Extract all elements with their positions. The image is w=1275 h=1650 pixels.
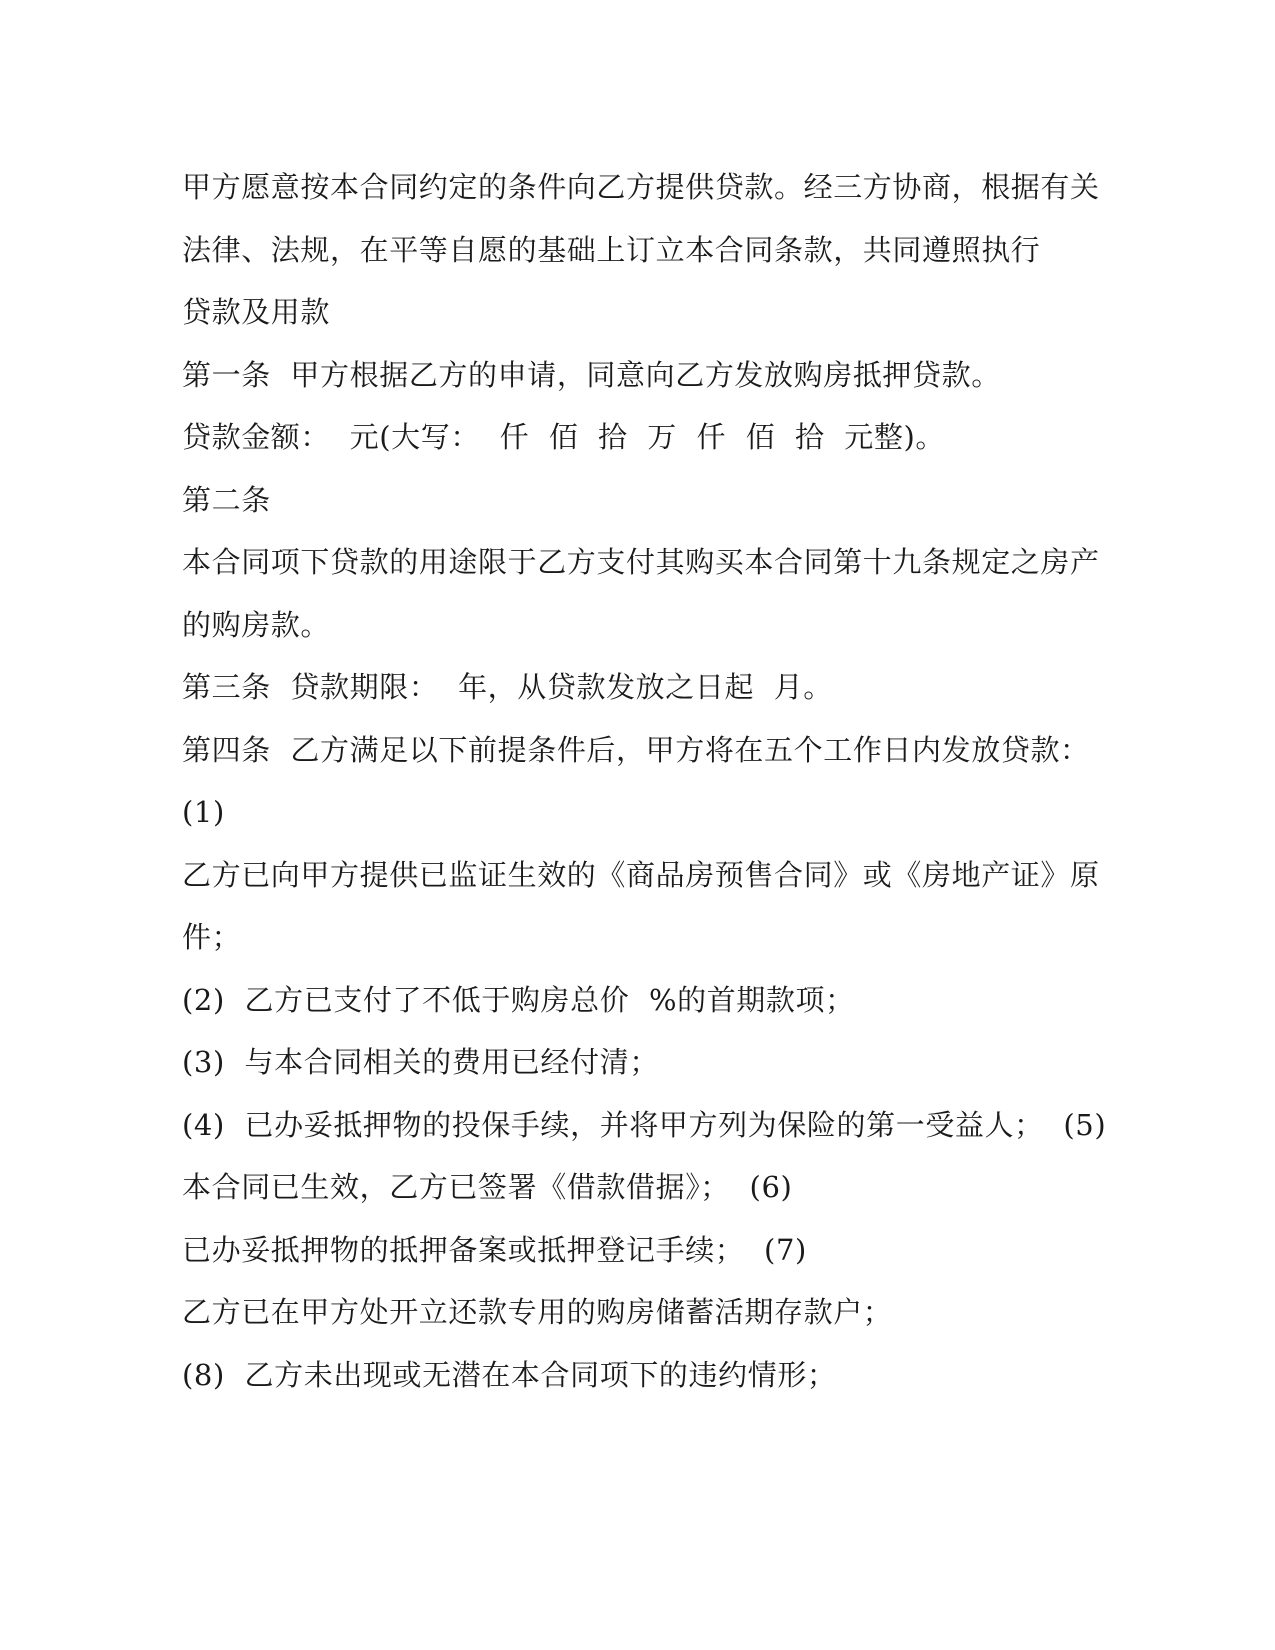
- article-2-text-2: 的购房款。: [182, 607, 331, 642]
- condition-6: 已办妥抵押物的抵押备案或抵押登记手续； (7): [182, 1232, 807, 1267]
- condition-1-label: (1): [182, 795, 225, 829]
- document-body: [182, 156, 1107, 1406]
- condition-1-text-2: 件；: [182, 920, 242, 954]
- loan-amount-line: 贷款金额： 元(大写： 仟 佰 拾 万 仟 佰 拾 元整)。: [182, 420, 945, 454]
- article-2-text-1: 本合同项下贷款的用途限于乙方支付其购买本合同第十九条规定之房产: [182, 545, 1100, 579]
- section-heading-loan-and-usage: 贷款及用款: [182, 295, 331, 329]
- condition-3: (3) 与本合同相关的费用已经付清；: [182, 1045, 659, 1079]
- text-line-1: 甲方愿意按本合同约定的条件向乙方提供贷款。经三方协商，根据有关: [182, 170, 1100, 204]
- condition-2: (2) 乙方已支付了不低于购房总价 %的首期款项；: [182, 982, 855, 1017]
- condition-5: 本合同已生效，乙方已签署《借款借据》； (6): [182, 1170, 793, 1204]
- condition-4: (4) 已办妥抵押物的投保手续，并将甲方列为保险的第一受益人； (5): [182, 1107, 1107, 1142]
- condition-1-text-1: 乙方已向甲方提供已监证生效的《商品房预售合同》或《房地产证》原: [182, 857, 1100, 892]
- condition-8: (8) 乙方未出现或无潜在本合同项下的违约情形；: [182, 1357, 837, 1392]
- article-1: 第一条 甲方根据乙方的申请，同意向乙方发放购房抵押贷款。: [182, 357, 1001, 392]
- article-4: 第四条 乙方满足以下前提条件后，甲方将在五个工作日内发放贷款：: [182, 732, 1090, 767]
- article-3: 第三条 贷款期限： 年，从贷款发放之日起 月。: [182, 670, 833, 704]
- article-2-heading: 第二条: [182, 482, 271, 517]
- condition-7: 乙方已在甲方处开立还款专用的购房储蓄活期存款户；: [182, 1295, 893, 1329]
- text-line-2: 法律、法规，在平等自愿的基础上订立本合同条款，共同遵照执行: [182, 232, 1041, 267]
